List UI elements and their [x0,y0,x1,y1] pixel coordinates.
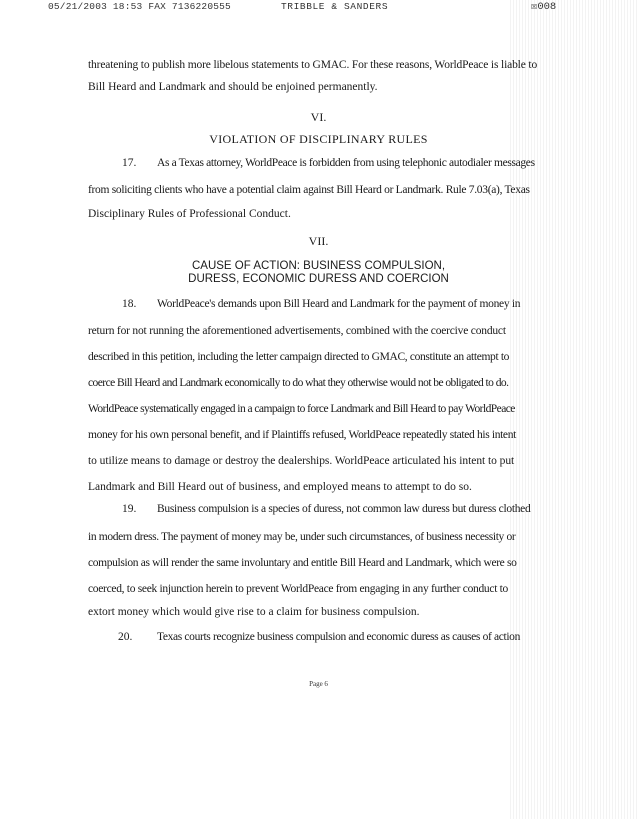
paragraph-number-18: 18. [122,298,137,310]
section-vii-title-line1: CAUSE OF ACTION: BUSINESS COMPULSION, [191,260,446,272]
fax-page-marker: ☒008 [531,1,557,13]
text-line: coerce Bill Heard and Landmark economically to do what they otherwise would not be obligated to do. [88,377,509,389]
text-line: Texas courts recognize business compulsion and economic duress as causes of action [157,631,520,643]
text-line: Business compulsion is a species of duress, not common law duress but duress clothed [157,503,531,515]
text-line: from soliciting clients who have a potential claim against Bill Heard or Landmark. Rule 7.03(a), Texas [88,184,530,196]
paragraph-number-19: 19. [122,503,137,515]
text-line: return for not running the aforementioned advertisements, combined with the coercive conduct [88,325,506,337]
text-line: described in this petition, including the letter campaign directed to GMAC, constitute an attempt to [88,351,510,363]
text-line: in modern dress. The payment of money may be, under such circumstances, of business necessity or [88,531,516,543]
text-line: compulsion as will render the same involuntary and entitle Bill Heard and Landmark, which were so [88,557,517,569]
text-line: Bill Heard and Landmark and should be enjoined permanently. [88,81,378,93]
text-line: Disciplinary Rules of Professional Conduct. [88,208,291,220]
text-line: WorldPeace systematically engaged in a campaign to force Landmark and Bill Heard to pay WorldPeace [88,403,515,415]
section-vi-title: VIOLATION OF DISCIPLINARY RULES [209,132,428,146]
text-line: extort money which would give rise to a claim for business compulsion. [88,606,420,618]
paragraph-number-17: 17. [122,157,137,169]
page-number-footer: Page 6 [309,680,328,688]
section-vi-numeral: VI. [310,110,327,124]
text-line: to utilize means to damage or destroy the dealerships. WorldPeace articulated his intent to put [88,455,515,467]
fax-date-time: 05/21/2003 18:53 FAX 7136220555 [48,1,231,12]
text-line: Landmark and Bill Heard out of business, and employed means to attempt to do so. [88,481,472,493]
section-vii-title-line2: DURESS, ECONOMIC DURESS AND COERCION [188,273,449,285]
text-line: threatening to publish more libelous statements to GMAC. For these reasons, WorldPeace is liable to [88,59,538,71]
section-vii-numeral: VII. [308,234,329,248]
text-line: coerced, to seek injunction herein to prevent WorldPeace from engaging in any further conduct to [88,583,509,595]
fax-header [0,0,637,14]
text-line: money for his own personal benefit, and if Plaintiffs refused, WorldPeace repeatedly stated his intent [88,429,516,441]
paragraph-number-20: 20. [118,631,133,643]
fax-firm-name: TRIBBLE & SANDERS [281,1,389,12]
text-line: As a Texas attorney, WorldPeace is forbidden from using telephonic autodialer messages [157,157,535,169]
text-line: WorldPeace's demands upon Bill Heard and Landmark for the payment of money in [157,298,521,310]
